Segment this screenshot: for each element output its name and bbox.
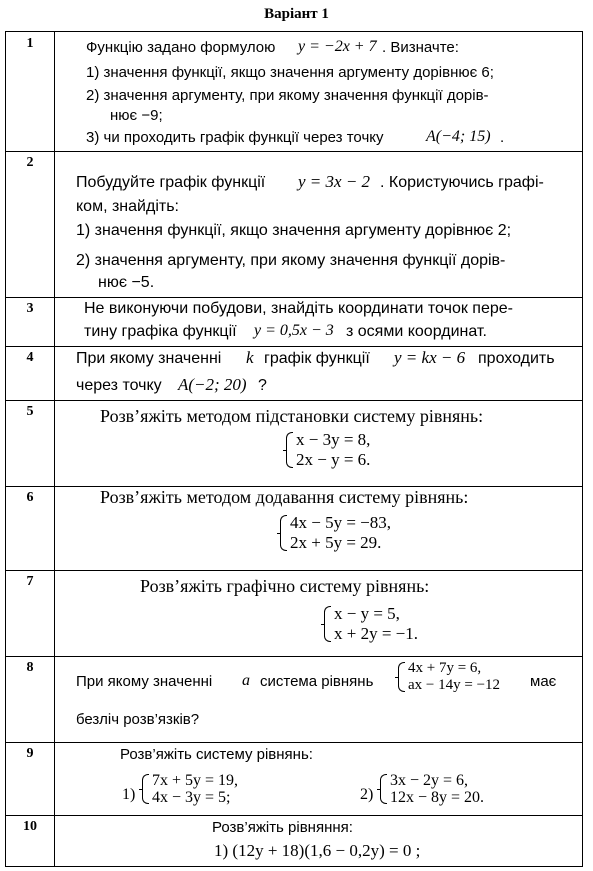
task-text: проходить bbox=[478, 350, 555, 367]
task-formula: y = −2x + 7 bbox=[298, 38, 377, 55]
task-text: ? bbox=[258, 377, 267, 394]
equation: x + 2y = −1. bbox=[334, 624, 419, 643]
task-point: A(−2; 20) bbox=[178, 375, 247, 394]
equation: 4x + 7y = 6, bbox=[408, 660, 482, 676]
task-text: Розв’яжіть методом підстановки систему рівнянь: bbox=[100, 406, 484, 426]
task-text: . Визначте: bbox=[382, 39, 459, 56]
task-text: через точку bbox=[76, 377, 162, 394]
task-variable: k bbox=[246, 348, 254, 367]
brace-icon bbox=[280, 515, 287, 551]
brace-icon bbox=[142, 774, 149, 804]
task-text: . bbox=[500, 129, 505, 146]
task-text: нює −9; bbox=[110, 107, 163, 124]
equation: 4x − 3y = 5; bbox=[152, 789, 231, 806]
task-row-2 bbox=[6, 151, 582, 297]
task-row-4 bbox=[6, 346, 582, 400]
equation: 2x − y = 6. bbox=[296, 450, 371, 469]
task-number: 10 bbox=[23, 819, 37, 834]
task-row-3 bbox=[6, 297, 582, 346]
task-text: 1) значення функції, якщо значення аргументу дорівнює 2; bbox=[76, 222, 512, 239]
task-number: 5 bbox=[26, 404, 34, 419]
equation-system-2 bbox=[380, 772, 484, 806]
variant-title: Варіант 1 bbox=[264, 6, 329, 22]
task-row-5 bbox=[6, 400, 582, 486]
task-text: Функцію задано формулою bbox=[86, 39, 276, 56]
task-formula: y = 0,5x − 3 bbox=[254, 322, 334, 339]
equation-system-1 bbox=[142, 772, 238, 806]
task-row-10 bbox=[6, 815, 582, 868]
equation: 2x + 5y = 29. bbox=[290, 533, 382, 552]
equation: ax − 14y = −12 bbox=[408, 677, 501, 693]
task-variable: a bbox=[242, 672, 250, 689]
task-text: з осями координат. bbox=[346, 323, 487, 340]
equation-system bbox=[398, 660, 500, 694]
brace-icon bbox=[324, 606, 331, 642]
equation: x − y = 5, bbox=[334, 604, 400, 623]
task-text: 1) значення функції, якщо значення аргументу дорівнює 6; bbox=[86, 64, 494, 81]
task-formula: y = kx − 6 bbox=[394, 348, 466, 367]
task-text: 3) чи проходить графік функції через точку bbox=[86, 129, 384, 146]
task-row-1 bbox=[6, 32, 582, 151]
task-text: система рівнянь bbox=[260, 673, 374, 690]
task-text: безліч розв’язків? bbox=[76, 711, 200, 728]
task-point: A(−4; 15) bbox=[426, 128, 491, 145]
task-number: 2 bbox=[26, 155, 34, 170]
task-text: нює −5. bbox=[98, 274, 155, 291]
task-text: графік функції bbox=[264, 350, 370, 367]
task-number: 4 bbox=[26, 350, 34, 365]
task-text: Не виконуючи побудови, знайдіть координати точок пере- bbox=[84, 300, 513, 317]
task-row-9 bbox=[6, 742, 582, 815]
equation-system bbox=[324, 604, 418, 644]
brace-icon bbox=[286, 432, 293, 468]
task-text: 2) значення аргументу, при якому значення функції дорів- bbox=[86, 87, 489, 104]
equation: 12x − 8y = 20. bbox=[390, 789, 485, 806]
task-text: При якому значенні bbox=[76, 350, 222, 367]
task-number: 9 bbox=[26, 746, 34, 761]
task-row-7 bbox=[6, 570, 582, 656]
task-text: Розв’яжіть методом додавання систему рівнянь: bbox=[100, 487, 469, 507]
task-number: 7 bbox=[26, 574, 34, 589]
task-row-6 bbox=[6, 486, 582, 570]
equation: x − 3y = 8, bbox=[296, 430, 371, 449]
brace-icon bbox=[380, 774, 387, 804]
tasks-table bbox=[5, 31, 583, 867]
task-text: Розв’яжіть рівняння: bbox=[212, 819, 353, 836]
task-number: 1 bbox=[26, 36, 34, 51]
system-label-2: 2) bbox=[360, 786, 374, 803]
system-label-1: 1) bbox=[122, 786, 136, 803]
task-number: 6 bbox=[26, 490, 34, 505]
task-number: 3 bbox=[26, 301, 34, 316]
task-text: 2) значення аргументу, при якому значення функції дорів- bbox=[76, 252, 506, 269]
equation-system bbox=[286, 430, 370, 470]
task-text: Розв’яжіть систему рівнянь: bbox=[120, 746, 313, 763]
equation: 3x − 2y = 6, bbox=[390, 772, 469, 789]
task-text: Розв’яжіть графічно систему рівнянь: bbox=[140, 576, 430, 596]
task-text: ком, знайдіть: bbox=[76, 198, 179, 215]
brace-icon bbox=[398, 662, 405, 692]
equation: 4x − 5y = −83, bbox=[290, 513, 392, 532]
task-text: має bbox=[530, 673, 557, 690]
equation: 7x + 5y = 19, bbox=[152, 772, 239, 789]
task-text: . Користуючись графі- bbox=[380, 174, 544, 191]
equation-system bbox=[280, 513, 391, 553]
task-formula: y = 3x − 2 bbox=[298, 172, 371, 191]
task-text: При якому значенні bbox=[76, 673, 213, 690]
task-equation: 1) (12y + 18)(1,6 − 0,2y) = 0 ; bbox=[214, 841, 421, 860]
task-text: тину графіка функції bbox=[84, 323, 237, 340]
task-number: 8 bbox=[26, 660, 34, 675]
task-text: Побудуйте графік функції bbox=[76, 174, 266, 191]
task-row-8 bbox=[6, 656, 582, 742]
